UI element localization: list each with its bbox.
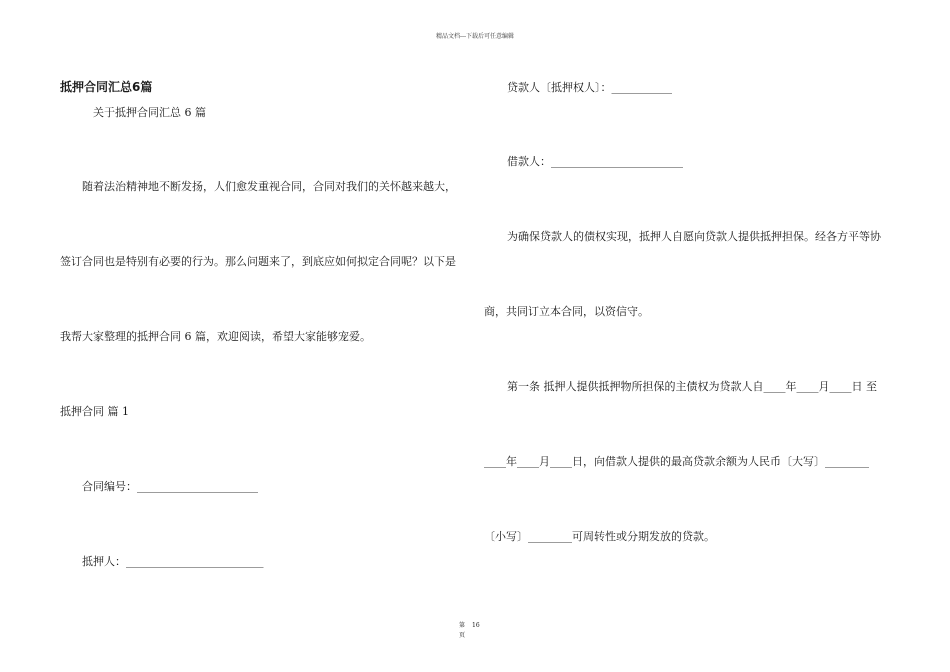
- page-header: 精品文档---下载后可任意编辑: [435, 33, 515, 40]
- borrower-field: 借款人：________________________: [507, 155, 683, 168]
- section-heading: 抵押合同 篇 1: [60, 405, 129, 418]
- document-title: 抵押合同汇总6篇: [60, 80, 153, 94]
- mortgagor-field: 抵押人：_________________________: [82, 555, 264, 568]
- intro-paragraph-line-1: 随着法治精神地不断发扬，人们愈发重视合同，合同对我们的关怀越来越大，: [82, 180, 456, 193]
- article-1-line-3: 〔小写〕________可周转性或分期发放的贷款。: [484, 530, 715, 543]
- article-1-line-1: 第一条 抵押人提供抵押物所担保的主债权为贷款人自____年____月____日 至: [507, 380, 877, 393]
- subtitle: 关于抵押合同汇总 6 篇: [93, 106, 206, 119]
- intro-paragraph-line-3: 我帮大家整理的抵押合同 6 篇，欢迎阅读，希望大家能够宠爱。: [60, 330, 371, 343]
- contract-number-field: 合同编号：______________________: [82, 480, 258, 493]
- lender-field: 贷款人〔抵押权人〕：___________: [507, 81, 672, 94]
- purpose-paragraph-line-1: 为确保贷款人的债权实现，抵押人自愿向贷款人提供抵押担保。经各方平等协: [507, 230, 881, 243]
- footer-page-label-bottom: 页: [459, 632, 466, 639]
- footer-page-number: 16: [472, 622, 480, 629]
- article-1-line-2: ____年____月____日，向借款人提供的最高贷款余额为人民币〔大写〕________: [484, 455, 869, 468]
- footer-page-label-top: 第: [459, 622, 466, 629]
- purpose-paragraph-line-2: 商，共同订立本合同，以资信守。: [484, 305, 649, 318]
- intro-paragraph-line-2: 签订合同也是特别有必要的行为。那么问题来了，到底应如何拟定合同呢？以下是: [60, 255, 456, 268]
